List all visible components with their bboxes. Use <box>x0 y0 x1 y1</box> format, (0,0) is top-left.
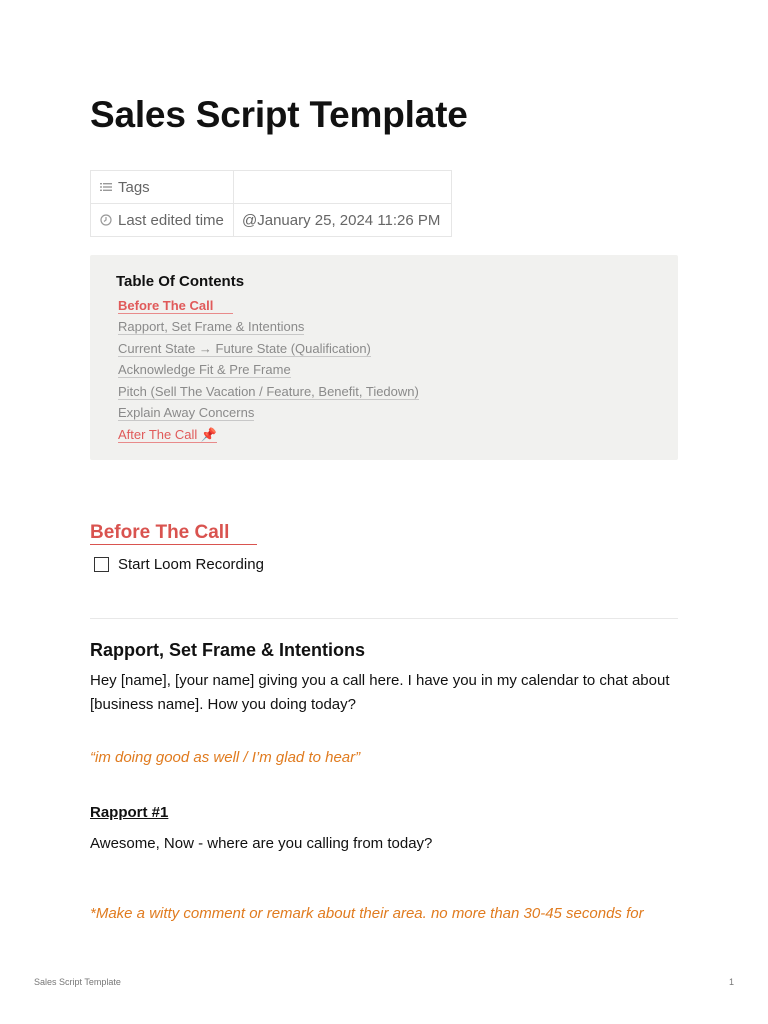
toc-link-acknowledge-fit[interactable]: Acknowledge Fit & Pre Frame <box>118 362 291 377</box>
toc-link-before-the-call[interactable]: Before The Call <box>118 298 233 314</box>
properties-table <box>90 170 452 237</box>
prospect-reply-note: “im doing good as well / I’m glad to hear” <box>90 749 361 766</box>
list-icon <box>100 181 112 193</box>
section-heading-before-the-call: Before The Call <box>90 522 257 545</box>
toc-heading: Table Of Contents <box>116 273 245 290</box>
todo-checkbox[interactable] <box>94 557 109 572</box>
todo-item <box>94 556 264 573</box>
property-key-label: Tags <box>118 178 150 196</box>
toc-link-rapport[interactable]: Rapport, Set Frame & Intentions <box>118 319 305 334</box>
clock-icon <box>100 214 112 226</box>
toc-link-explain-away-concerns[interactable]: Explain Away Concerns <box>118 405 255 420</box>
property-key-label: Last edited time <box>118 211 224 229</box>
property-value-last-edited: @January 25, 2024 11:26 PM <box>234 204 452 237</box>
divider <box>90 618 678 619</box>
property-key <box>91 204 234 237</box>
footer-document-title: Sales Script Template <box>34 977 121 987</box>
rapport-question-paragraph: Awesome, Now - where are you calling from today? <box>90 835 433 852</box>
toc-link-current-state[interactable]: Current State → Future State (Qualification) <box>118 341 371 356</box>
property-row-tags <box>91 171 452 204</box>
property-row-last-edited <box>91 204 452 237</box>
property-value-tags[interactable] <box>234 171 452 204</box>
toc-link-pitch[interactable]: Pitch (Sell The Vacation / Feature, Benefit, Tiedown) <box>118 384 419 399</box>
page-title: Sales Script Template <box>90 94 468 135</box>
todo-label: Start Loom Recording <box>118 556 264 573</box>
table-of-contents <box>90 255 678 460</box>
section-heading-rapport: Rapport, Set Frame & Intentions <box>90 640 366 660</box>
sub-heading-rapport-1: Rapport #1 <box>90 804 169 821</box>
property-key <box>91 171 234 204</box>
toc-link-after-the-call[interactable]: After The Call 📌 <box>118 427 218 442</box>
rapport-intro-paragraph: Hey [name], [your name] giving you a call here. I have you in my calendar to chat about [business name]. How you doing today? <box>90 672 670 713</box>
footer-page-number: 1 <box>728 977 734 987</box>
instruction-note: *Make a witty comment or remark about their area. no more than 30-45 seconds for <box>90 905 644 922</box>
